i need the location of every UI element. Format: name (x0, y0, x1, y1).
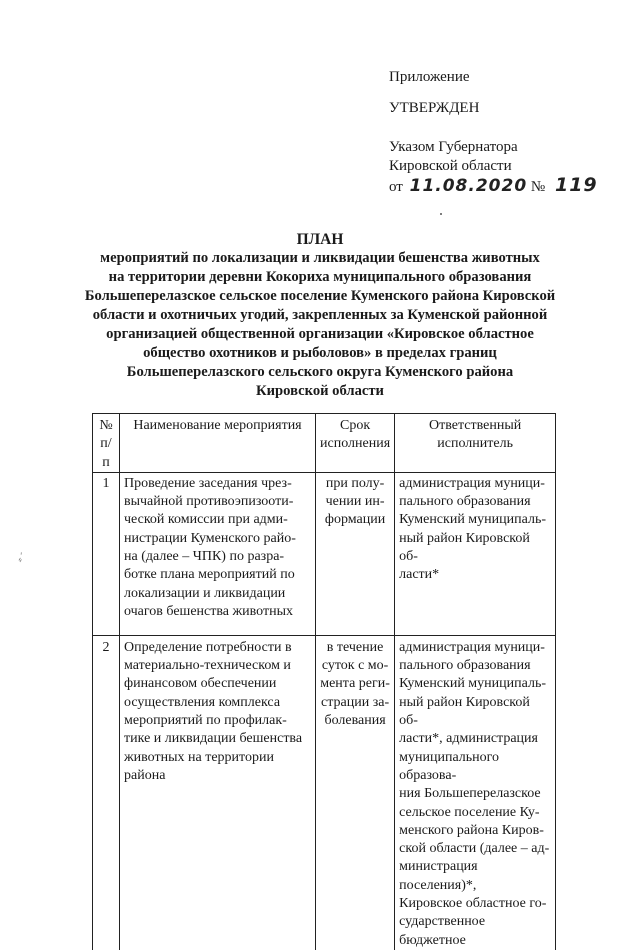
row-term: в течение суток с мо- мента реги- страции за- болевания (316, 635, 395, 950)
date-prefix: от (389, 179, 403, 195)
header-responsible: Ответственный исполнитель (395, 414, 556, 473)
row-responsible: администрация муници- пального образования Куменский муниципаль- ный район Кировской об- ласти* (395, 472, 556, 635)
header-num: № п/п (93, 414, 120, 473)
title-line: Большеперелазское сельское поселение Куменского района Кировской (84, 288, 556, 304)
plan-title (70, 230, 570, 401)
table-header-row (93, 414, 556, 473)
approval-block (389, 68, 609, 197)
approved-label: УТВЕРЖДЕН (389, 100, 480, 116)
title-line: Кировской области (256, 383, 384, 399)
header-term: Срок исполнения (316, 414, 395, 473)
decree-date-line (389, 176, 609, 197)
title-line: общество охотников и рыболовов» в пределах границ (143, 345, 497, 361)
scan-mark: ⸗´ (15, 551, 29, 566)
number-prefix: № (530, 179, 546, 195)
appendix-label: Приложение (389, 69, 470, 85)
title-line: области и охотничьих угодий, закрепленных за Куменской районной (92, 307, 548, 323)
handwritten-number: 119 (554, 174, 598, 196)
title-line: Большеперелазского сельского округа Куменского района (126, 364, 514, 380)
title-line: мероприятий по локализации и ликвидации бешенства животных (100, 250, 540, 266)
title-line: на территории деревни Кокориха муниципального образования (108, 269, 532, 285)
row-number: 2 (93, 635, 120, 950)
row-term: при полу- чении ин- формации (316, 472, 395, 635)
row-responsible: администрация муници- пального образования Куменский муниципаль- ный район Кировской об- ласти*, администрация муниципального образова- ния Большеперелазское сельское поселение Ку- менского района Киров- ской области (далее – ад- министрация поселения)*, Кировское областное го- сударственное бюджетное (395, 635, 556, 950)
decree-line-1: Указом Губернатора (389, 139, 518, 155)
decree-line-2: Кировской области (389, 158, 512, 174)
row-number: 1 (93, 472, 120, 635)
plan-table (92, 413, 556, 950)
handwritten-date: 11.08.2020 (409, 176, 528, 196)
table-row (93, 472, 556, 635)
title-line: организацией общественной организации «Кировское областное (106, 326, 534, 342)
scan-speck (440, 213, 442, 215)
header-name: Наименование мероприятия (120, 414, 316, 473)
table-row (93, 635, 556, 950)
row-activity: Проведение заседания чрез- вычайной противоэпизооти- ческой комиссии при адми- нистрации Куменского райо- на (далее – ЧПК) по разра- ботке плана мероприятий по локализации и ликвидации очагов бешенства животных (120, 472, 316, 635)
plan-heading: ПЛАН (296, 231, 344, 248)
row-activity: Определение потребности в материально-техническом и финансовом обеспечении осуществления комплекса мероприятий по профилак- тике и ликвидации бешенства животных на территории района (120, 635, 316, 950)
